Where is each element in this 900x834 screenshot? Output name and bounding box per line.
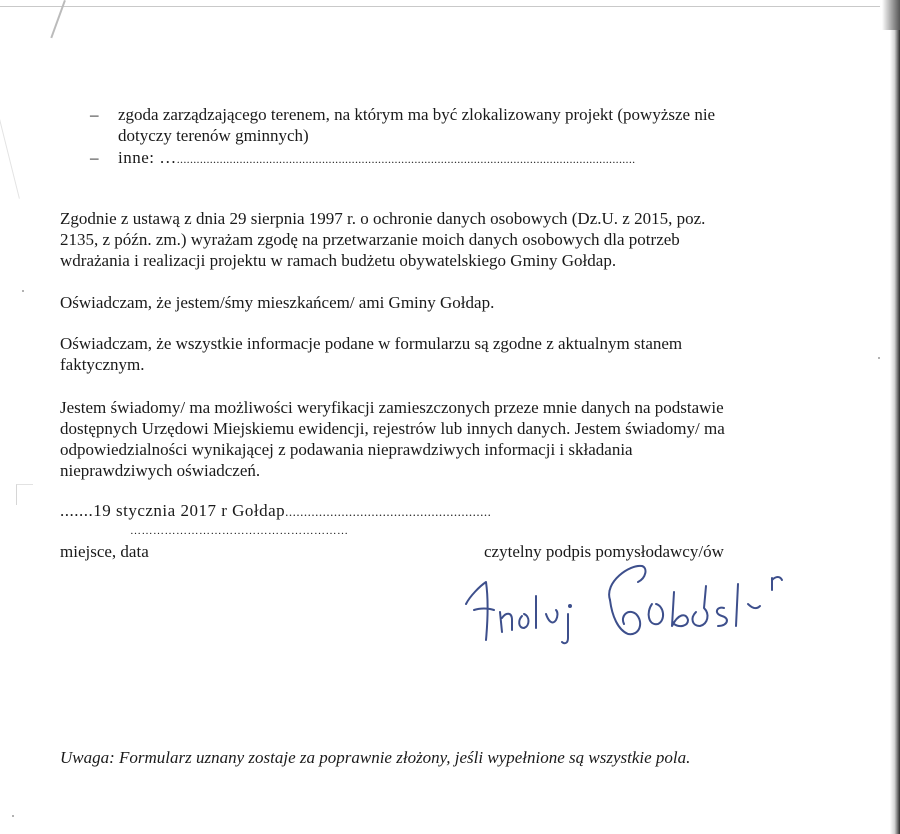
scan-fold-line <box>0 111 20 199</box>
paragraph-line: nieprawdziwych oświadczeń. <box>60 461 261 480</box>
place-date-field <box>60 500 491 522</box>
scan-right-corner <box>882 0 900 30</box>
scan-top-line <box>0 6 880 7</box>
scan-speck <box>12 815 14 817</box>
scan-punch-mark <box>16 484 33 505</box>
data-processing-consent <box>60 208 705 271</box>
other-label: inne: … <box>118 148 177 167</box>
list-item-other <box>118 147 635 170</box>
scan-right-edge <box>890 0 900 834</box>
signature-drawing <box>460 556 790 656</box>
paragraph-line: dostępnych Urzędowi Miejskiemu ewidencji, rejestrów lub innych danych. Jestem świadomy/ ma <box>60 419 725 438</box>
paragraph-line: Jestem świadomy/ ma możliwości weryfikacji zamieszczonych przeze mnie danych na podstawie <box>60 398 724 417</box>
paragraph-line: odpowiedzialności wynikającej z podawania nieprawdziwych informacji i składania <box>60 440 633 459</box>
form-note: Uwaga: Formularz uznany zostaje za poprawnie złożony, jeśli wypełnione są wszystkie pola. <box>60 748 691 767</box>
list-item-dash: – <box>90 105 99 124</box>
place-date-suffix: ....................................................... <box>285 504 492 519</box>
residence-statement <box>60 292 494 313</box>
paragraph-line: Oświadczam, że wszystkie informacje podane w formularzu są zgodne z aktualnym stanem <box>60 334 683 353</box>
place-date-underline: ………………………………………………… <box>130 525 349 537</box>
paragraph-line: 2135, z późn. zm.) wyrażam zgodę na przetwarzanie moich danych osobowych dla potrzeb <box>60 230 680 249</box>
place-date-value: 19 stycznia 2017 r Gołdap <box>93 501 286 520</box>
list-item-line: zgoda zarządzającego terenem, na którym ma być zlokalizowany projekt (powyższe nie <box>118 105 716 124</box>
awareness-statement <box>60 397 725 481</box>
list-item-dash: – <box>90 148 99 167</box>
place-date-prefix: ....... <box>60 501 94 520</box>
other-dots: ........................................................................................................................................... <box>176 152 636 166</box>
paragraph-line: Oświadczam, że jestem/śmy mieszkańcem/ ami Gminy Gołdap. <box>60 293 495 312</box>
paragraph-line: wdrażania i realizacji projektu w ramach budżetu obywatelskiego Gminy Gołdap. <box>60 251 617 270</box>
accuracy-statement <box>60 333 682 375</box>
list-item-land-manager-consent <box>118 104 715 146</box>
place-date-label: miejsce, data <box>60 542 149 561</box>
paragraph-line: faktycznym. <box>60 355 145 374</box>
scan-speck <box>22 290 24 292</box>
handwritten-signature <box>460 556 790 661</box>
signature-label: czytelny podpis pomysłodawcy/ów <box>484 542 724 561</box>
scan-speck <box>878 357 880 359</box>
paragraph-line: Zgodnie z ustawą z dnia 29 sierpnia 1997 r. o ochronie danych osobowych (Dz.U. z 2015, poz. <box>60 209 706 228</box>
list-item-line: dotyczy terenów gminnych) <box>118 126 309 145</box>
